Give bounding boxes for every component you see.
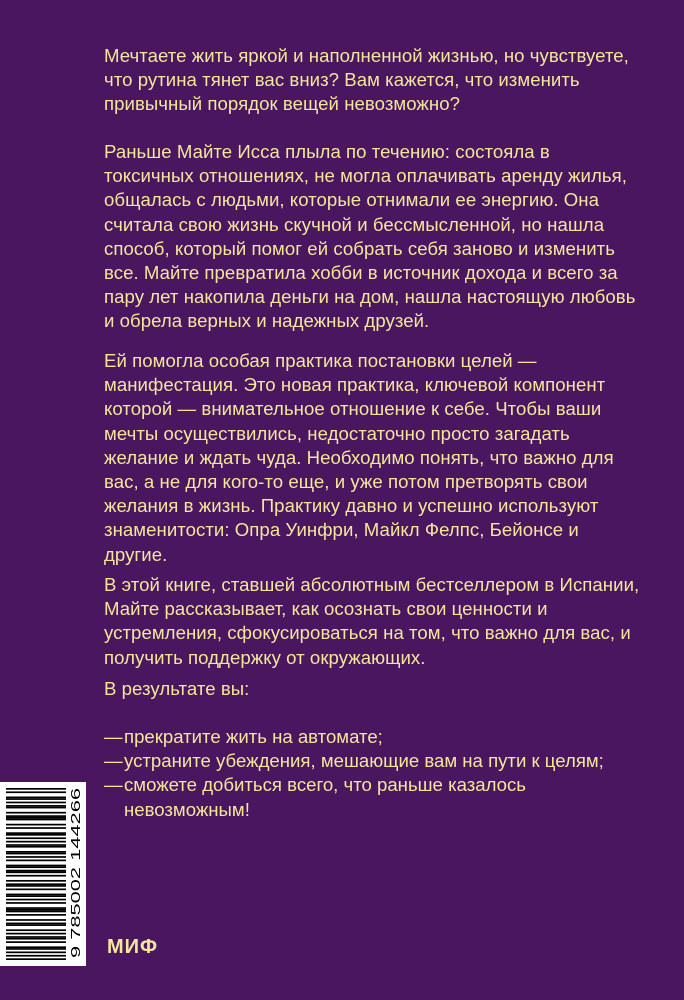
barcode-bar (6, 894, 66, 896)
story-paragraph: Раньше Майте Исса плыла по течению: состояла в токсичных отношениях, не могла оплачивать аренду жилья, общалась с людьми, которые отнимали ее энергию. Она считала свою жизнь скучной и бессмысленной, но нашла способ, который помог ей собрать себя заново и изменить все. Майте превратила хобби в источник дохода и всего за пару лет накопила деньги на дом, нашла настоящую любовь и обрела верных и надежных друзей. (104, 141, 636, 332)
barcode-bar (6, 827, 66, 829)
barcode-digits: 9 785002 144266 (69, 860, 83, 958)
list-dash: — (104, 726, 123, 747)
barcode-bar (6, 911, 66, 913)
barcode-bar (6, 844, 66, 846)
barcode-bar (6, 817, 66, 819)
barcode-bar (6, 924, 66, 926)
barcode-bar (6, 853, 66, 855)
barcode-bar (6, 834, 66, 836)
intro-paragraph: Мечтаете жить яркой и наполненной жизнью, но чувствуете, что рутина тянет вас вниз? Вам кажется, что изменить привычный порядок вещей невозможно? (104, 45, 629, 115)
barcode-bar (6, 824, 66, 826)
barcode-bar (6, 948, 66, 950)
barcode-bars (6, 788, 66, 960)
barcode-bar (6, 946, 66, 948)
barcode-bar (6, 907, 66, 909)
list-item-text: прекратите жить на автомате; (124, 726, 383, 747)
barcode-bar (6, 938, 66, 940)
barcode-bar (6, 914, 66, 916)
barcode-bar (6, 812, 66, 814)
list-item-text: устраните убеждения, мешающие вам на пути к целям; (124, 750, 604, 772)
barcode-bar (6, 958, 66, 960)
list-dash: — (104, 774, 123, 796)
barcode-graphic (0, 782, 86, 966)
barcode-bar (6, 933, 66, 935)
barcode-bar (6, 807, 66, 809)
barcode-bar (6, 936, 66, 938)
list-item-text: сможете добиться всего, что раньше казалось невозможным! (124, 774, 526, 820)
barcode-bar (6, 909, 66, 911)
barcode-bar (6, 851, 66, 853)
barcode-bar (6, 802, 66, 804)
barcode-bar (6, 888, 66, 890)
barcode-bar (6, 883, 66, 885)
barcode-bar (6, 865, 66, 867)
barcode-bar (6, 860, 66, 862)
barcode-bar (6, 841, 66, 843)
barcode-bar (6, 837, 66, 839)
barcode-bar (6, 902, 66, 904)
barcode-bar (6, 895, 66, 897)
practice-paragraph: Ей помогла особая практика постановки целей — манифестация. Это новая практика, ключевой компонент которой — внимательное отношение к себе. Чтобы ваши мечты осуществились, недостаточно просто загадать желание и ждать чуда. Необходимо понять, что важно для вас, а не для кого-то еще, и уже потом претворять свои желания в жизнь. Практику давно и успешно используют знаменитости: Опра Уинфри, Майкл Фелпс, Бейонсе и другие. (104, 350, 614, 565)
barcode-bar (6, 815, 66, 817)
barcode-bar (6, 885, 66, 887)
barcode-bar (6, 929, 66, 931)
barcode-bar (6, 871, 66, 873)
result-heading: В результате вы: (104, 678, 250, 699)
barcode-bar (6, 805, 66, 807)
barcode-bar (6, 797, 66, 799)
barcode-bar (6, 870, 66, 872)
barcode-bar (6, 899, 66, 901)
barcode-bar (6, 875, 66, 877)
book-paragraph: В этой книге, ставшей абсолютным бестселлером в Испании, Майте рассказывает, как осознать свои ценности и устремления, сфокусироваться на том, что важно для вас, и получить поддержку от окружающих. (104, 574, 640, 668)
list-item (104, 749, 644, 773)
benefits-list (104, 725, 644, 822)
barcode-bar (6, 788, 66, 790)
barcode-bar (6, 832, 66, 834)
publisher-logo: МИФ (107, 936, 159, 958)
list-item (104, 773, 644, 821)
barcode-bar (6, 941, 66, 943)
barcode-bar (6, 866, 66, 868)
list-dash: — (104, 750, 123, 772)
barcode-bar (6, 791, 66, 793)
barcode-bar (6, 880, 66, 882)
barcode-bar (6, 951, 66, 953)
barcode-bar (6, 846, 66, 848)
list-item (104, 725, 644, 749)
barcode-bar (6, 919, 66, 921)
barcode-bar (6, 798, 66, 800)
barcode-bar (6, 923, 66, 925)
isbn-barcode (0, 782, 86, 966)
barcode-bar (6, 856, 66, 858)
barcode-bar (6, 819, 66, 821)
barcode-bar (6, 955, 66, 957)
